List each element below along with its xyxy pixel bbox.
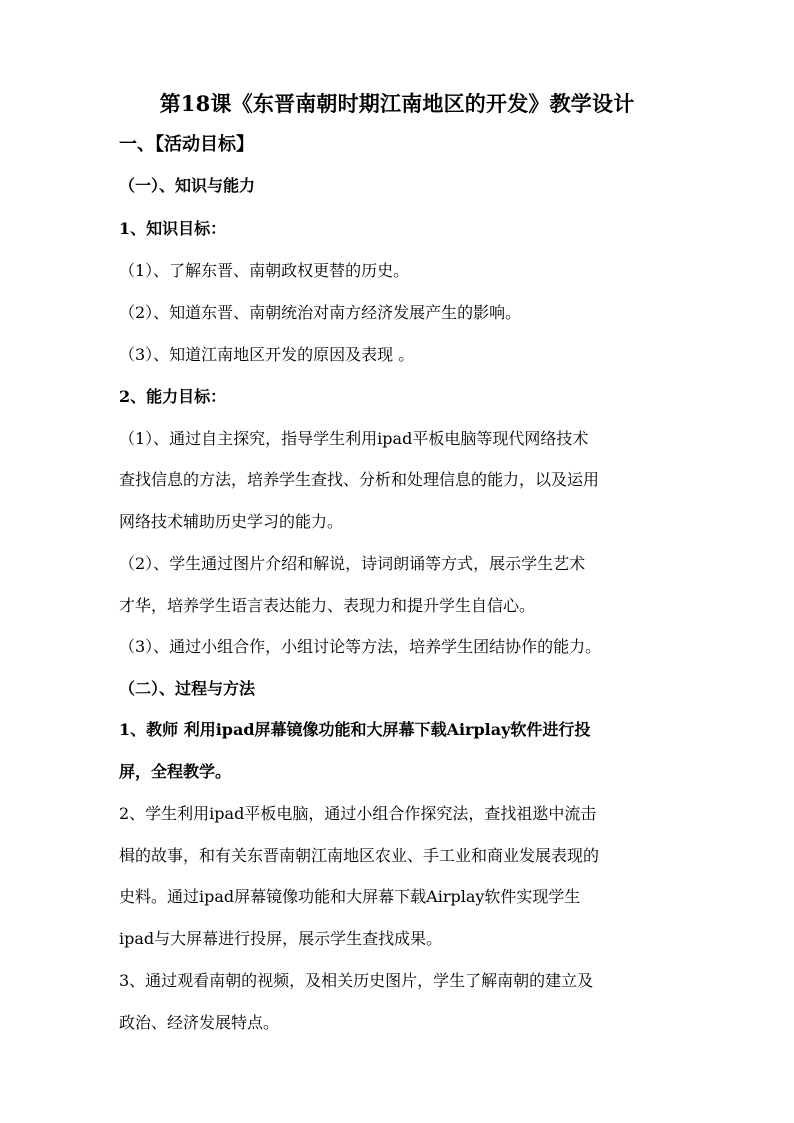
subsection-heading-knowledge-ability: （一）、知识与能力	[119, 176, 256, 195]
item-heading-knowledge-goals: 1、知识目标：	[119, 219, 227, 238]
paragraph-line: （1）、了解东晋、南朝政权更替的历史。	[119, 261, 410, 280]
paragraph-line: 2、学生利用ipad平板电脑，通过小组合作探究法，查找祖逖中流击	[119, 804, 597, 823]
paragraph-line: （1）、通过自主探究，指导学生利用ipad平板电脑等现代网络技术	[119, 429, 589, 448]
paragraph-line: （2）、知道东晋、南朝统治对南方经济发展产生的影响。	[119, 303, 522, 322]
paragraph-line: 1、教师 利用ipad屏幕镜像功能和大屏幕下载Airplay软件进行投	[119, 720, 591, 739]
document-title: 第18课《东晋南朝时期江南地区的开发》教学设计	[159, 91, 635, 116]
paragraph-line: （3）、通过小组合作，小组讨论等方法，培养学生团结协作的能力。	[119, 637, 602, 656]
paragraph-line: 3、通过观看南朝的视频，及相关历史图片，学生了解南朝的建立及	[119, 971, 594, 990]
paragraph-line: 史料。通过ipad屏幕镜像功能和大屏幕下载Airplay软件实现学生	[119, 887, 581, 906]
section-heading-activity-goals: 一、【活动目标】	[119, 134, 254, 155]
paragraph-line: 才华，培养学生语言表达能力、表现力和提升学生自信心。	[119, 596, 536, 615]
paragraph-line: （2）、学生通过图片介绍和解说，诗词朗诵等方式，展示学生艺术	[119, 554, 586, 573]
item-heading-ability-goals: 2、能力目标：	[119, 387, 227, 406]
paragraph-line: ipad与大屏幕进行投屏，展示学生查找成果。	[119, 929, 443, 948]
subsection-heading-process-methods: （二）、过程与方法	[119, 679, 256, 698]
paragraph-line: 网络技术辅助历史学习的能力。	[119, 512, 344, 531]
paragraph-line: （3）、知道江南地区开发的原因及表现 。	[119, 345, 415, 364]
paragraph-line: 屏，全程教学。	[119, 762, 232, 781]
paragraph-line: 政治、经济发展特点。	[119, 1013, 280, 1032]
paragraph-line: 查找信息的方法，培养学生查找、分析和处理信息的能力，以及运用	[119, 470, 600, 489]
paragraph-line: 楫的故事，和有关东晋南朝江南地区农业、手工业和商业发展表现的	[119, 846, 600, 865]
